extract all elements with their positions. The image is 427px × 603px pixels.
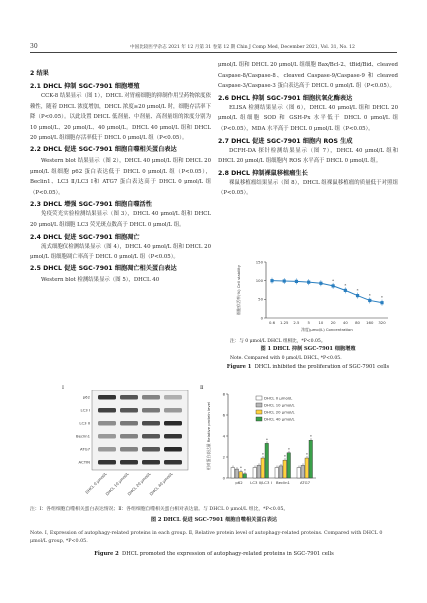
bar (265, 443, 269, 478)
legend-label: DHCL 0 μmol/L (264, 395, 293, 401)
bar (297, 468, 301, 479)
blot-lane-label: DHCL 20 μmol/L (126, 471, 152, 497)
significance-star: * (381, 294, 383, 300)
x-tick-label: p62 (235, 480, 243, 485)
blot-band (120, 408, 138, 413)
y-axis-label: 相对蛋白表达量 Relative protein level (206, 401, 211, 471)
figure-2-title-en: DHCL promoted the expression of autophagy-related proteins in SGC-7901 cells (122, 551, 334, 557)
series-line (272, 281, 382, 303)
significance-star: * (262, 451, 264, 457)
significance-star: * (344, 282, 347, 288)
x-tick-label: 20 (330, 320, 336, 325)
blot-row-label: ATG7 (80, 446, 90, 452)
data-point (307, 281, 310, 284)
section-2-3-heading: 2.3 DHCL 增强 SGC-7901 细胞自噬活性 (30, 201, 152, 209)
figure-1-title-en: DHCL inhibited the proliferation of SGC-7901 cells (254, 364, 390, 370)
x-tick-label: 320 (378, 320, 386, 325)
blot-band (120, 434, 138, 439)
data-point (295, 280, 298, 283)
right-column (218, 60, 398, 199)
section-2-3-text: 免疫荧光实验检测结果显示（图 3），DHCL 40 μmol/L 组和 DHCL 20 μmol/L 组细胞 LC3 荧光斑点数高于 DHCL 0 μmol/L 组。 (30, 211, 211, 228)
blot-band (142, 434, 160, 439)
x-tick-label: 1.25 (279, 320, 289, 325)
blot-band (98, 434, 116, 439)
x-tick-label: 0.6 (268, 320, 276, 325)
figure-1-caption-cn: 图 1 DHCL 抑制 SGC-7901 细胞增殖 (260, 346, 356, 352)
x-tick-label: 160 (366, 320, 374, 325)
section-2-4-heading: 2.4 DHCL 促进 SGC-7901 细胞凋亡 (30, 233, 140, 241)
blot-band (164, 408, 182, 413)
blot-frame (92, 390, 188, 470)
bar (253, 468, 257, 479)
data-point (283, 279, 286, 282)
bar (235, 469, 239, 478)
blot-band (164, 460, 182, 465)
blot-row-label: ACTIN (78, 459, 90, 465)
section-2-4-text: 流式细胞仪检测结果显示（图 4），DHCL 40 μmol/L 组和 DHCL 20 μmol/L 组细胞凋亡率高于 DHCL 0 μmol/L 组（P<0.05）。 (30, 243, 211, 261)
section-2-7-text: DCFH-DA 探针检测结果显示（图 7），DHCL 40 μmol/L 组和 DHCL 20 μmol/L 组细胞内 ROS 水平高于 DHCL 0 μmol/L 组。 (218, 147, 398, 165)
legend-label: DHCL 40 μmol/L (264, 416, 295, 422)
section-2-2-text: Western blot 结果显示（图 2），DHCL 40 μmol/L 组和 DHCL 20 μmol/L 组细胞 p62 蛋白表达低于 DHCL 0 μmol/L 组（P<0.05），Beclin1、LC3 Ⅱ/LC3 Ⅰ和 ATG7 蛋白表达高于 DHCL 0 μmol/L 组（P<0.05）。 (30, 157, 211, 196)
section-2-1-heading: 2.1 DHCL 抑制 SGC-7901 细胞增殖 (30, 83, 140, 90)
legend-label: DHCL 10 μmol/L (264, 402, 295, 408)
blot-band (98, 447, 116, 452)
legend-swatch (256, 403, 262, 407)
section-2-1-text: CCK-8 结果显示（图 1），DHCL 对胃癌细胞的抑制作用呈药物浓度依赖性，随着 DHCL 浓度增加，DHCL 浓度≥20 μmol/L 时，细胞存活率下降（P<0.05）。以此设置 DHCL 低剂量、中剂量、高剂量组的浓度分别为 10 μmol/L、20 μmol/L、40 μmol/L。DHCL 40 μmol/L 组和 DHCL 20 μmol/L 组细胞存活率低于 DHCL 0 μmol/L 组（P<0.05）。 (30, 93, 211, 142)
figure-2-bar-chart (200, 388, 370, 506)
page-number: 30 (30, 43, 38, 50)
figure-1-label-en: Figure 1 (226, 364, 252, 370)
x-tick-label: 10 (318, 320, 324, 325)
section-2-6-text: ELISA 检测结果显示（图 6），DHCL 40 μmol/L 组和 DHCL 20 μmol/L 组细胞 SOD 和 GSH-Px 水平低于 DHCL 0 μmol/L 组（P<0.05），MDA 水平高于 DHCL 0 μmol/L 组（P<0.05）。 (218, 104, 398, 132)
left-column (30, 60, 211, 285)
section-results-heading: 2 结果 (30, 70, 49, 77)
significance-star: * (310, 433, 312, 439)
section-2-8-heading: 2.8 DHCL 抑制裸鼠移植瘤生长 (218, 169, 308, 177)
x-tick-label: 5 (307, 320, 310, 325)
bar (243, 474, 247, 478)
bar (309, 440, 313, 478)
blot-band (164, 434, 182, 439)
x-axis-label: 浓度(μmol/L) Concentration (301, 327, 353, 332)
figure-2-caption-en (30, 550, 398, 559)
data-point (319, 282, 322, 285)
legend-label: DHCL 20 μmol/L (264, 409, 295, 415)
blot-row-label: LC3 II (79, 420, 90, 426)
y-tick-label: 100 (255, 277, 263, 283)
blot-row-label: Beclin1 (76, 433, 90, 439)
data-point (270, 279, 273, 282)
y-axis-label: 细胞存活率(%) Cell viability (236, 264, 241, 316)
significance-star: * (240, 465, 242, 471)
bar (279, 466, 283, 478)
data-point (344, 289, 347, 292)
x-tick-label: 40 (342, 320, 348, 325)
bar (239, 472, 243, 478)
blot-band (142, 460, 160, 465)
section-2-5-continued-text: μmol/L 组和 DHCL 20 μmol/L 组细胞 Bax/Bcl-2、tBid/Bid、cleaved Caspase-8/Caspase-8、cleaved Caspase-9/Caspase-9 和 cleaved Caspase-3/Caspase-3 蛋白表达高于 DHCL 0 μmol/L 组（P<0.05）。 (218, 62, 398, 90)
blot-band (120, 460, 138, 465)
blot-lane-label: DHCL 0 μmol/L (84, 471, 108, 495)
section-2-5-text: Western blot 检测结果显示（图 5），DHCL 40 (41, 276, 160, 283)
bar (231, 468, 235, 479)
y-tick-label: 0 (222, 475, 225, 481)
x-tick-label: Beclin1 (276, 480, 290, 485)
bar (301, 465, 305, 478)
section-2-6-heading: 2.6 DHCL 抑制 SGC-7901 细胞抗氧化酶表达 (218, 94, 353, 102)
legend-swatch (256, 410, 262, 414)
section-2-2-heading: 2.2 DHCL 促进 SGC-7901 细胞自噬相关蛋白表达 (30, 145, 177, 153)
blot-band (98, 460, 116, 465)
blot-band (164, 395, 182, 400)
data-point (332, 284, 335, 287)
y-tick-label: 2 (222, 454, 225, 460)
significance-star: * (332, 277, 335, 283)
blot-lane-label: DHCL 10 μmol/L (104, 471, 130, 497)
x-tick-label: ATG7 (300, 480, 310, 485)
blot-band (120, 395, 138, 400)
y-tick-label: 6 (222, 412, 225, 418)
blot-band (98, 395, 116, 400)
significance-star: * (266, 436, 268, 442)
significance-star: * (244, 467, 246, 473)
legend-swatch (256, 417, 262, 421)
blot-band (120, 421, 138, 426)
blot-row-label: LC3 I (80, 407, 90, 413)
blot-band (164, 421, 182, 426)
figure-2-panel-i-label: Ⅰ (62, 385, 64, 391)
blot-band (98, 421, 116, 426)
journal-header: 中国比较医学杂志 2021 年 12 月第 31 卷第 12 期 Chin J Comp Med, December 2021, Vol. 31, No. 12 (130, 45, 355, 50)
data-point (368, 299, 371, 302)
blot-band (142, 408, 160, 413)
significance-star: * (356, 287, 359, 293)
x-tick-label: 80 (355, 320, 360, 325)
figure-2-caption-cn: 图 2 DHCL 促进 SGC-7901 细胞自噬相关蛋白表达 (150, 517, 278, 523)
blot-band (120, 447, 138, 452)
figure-2-label-en: Figure 2 (94, 551, 119, 557)
bar (275, 468, 279, 479)
bar (305, 458, 309, 478)
figure-2-western-blot (62, 390, 194, 500)
data-point (356, 294, 359, 297)
legend-swatch (256, 396, 262, 400)
blot-band (142, 447, 160, 452)
blot-band (164, 447, 182, 452)
bar (257, 465, 261, 478)
y-tick-label: 8 (222, 391, 225, 397)
y-tick-label: 50 (258, 296, 263, 302)
blot-row-label: p62 (82, 394, 90, 400)
section-2-8-text: 裸鼠移植瘤结果显示（图 8），DHCL 组裸鼠移植瘤的质量低于对照组（P<0.05）。 (218, 179, 398, 197)
figure-2-note-cn: 注：Ⅰ：各组细胞自噬相关蛋白表达情况；Ⅱ：各组细胞自噬相关蛋白相对表达量。与 DHCL 0 μmol/L 组比，*P<0.05。 (30, 507, 289, 512)
figure-1-note-en: Note. Compared with 0 μmol/L DHCL, *P<0.05. (230, 356, 342, 361)
significance-star: * (306, 451, 308, 457)
y-tick-label: 0 (260, 315, 263, 321)
significance-star: * (288, 446, 290, 452)
figure-2-panel-ii-label: Ⅱ (200, 385, 204, 391)
figure-1-line-chart (228, 256, 398, 338)
blot-band (142, 421, 160, 426)
bar (261, 458, 265, 478)
x-tick-label: LC3 II/LC3 I (250, 480, 272, 485)
bar (287, 453, 291, 478)
blot-band (98, 408, 116, 413)
header-rule (30, 52, 397, 53)
significance-star: * (368, 292, 371, 298)
blot-band (142, 395, 160, 400)
section-2-5-heading: 2.5 DHCL 促进 SGC-7901 细胞凋亡相关蛋白表达 (30, 264, 177, 272)
y-tick-label: 150 (255, 259, 263, 265)
section-2-7-heading: 2.7 DHCL 促进 SGC-7901 细胞内 ROS 生成 (218, 137, 353, 145)
figure-1-caption-en (218, 363, 398, 372)
significance-star: * (284, 453, 286, 459)
blot-lane-label: DHCL 40 μmol/L (148, 471, 174, 497)
figure-1-note-cn: 注：与 0 μmol/L DHCL 组相比，*P<0.05。 (230, 339, 326, 344)
data-point (380, 301, 383, 304)
bar (283, 460, 287, 478)
x-tick-label: 2.5 (293, 320, 300, 325)
figure-2-note-en: Note. Ⅰ, Expression of autophagy-related proteins in each group. Ⅱ, Relative protein level of autophagy-related proteins. Compared with DHCL 0 μmol/L group, *P<0.05. (30, 531, 383, 545)
y-tick-label: 4 (222, 433, 225, 439)
